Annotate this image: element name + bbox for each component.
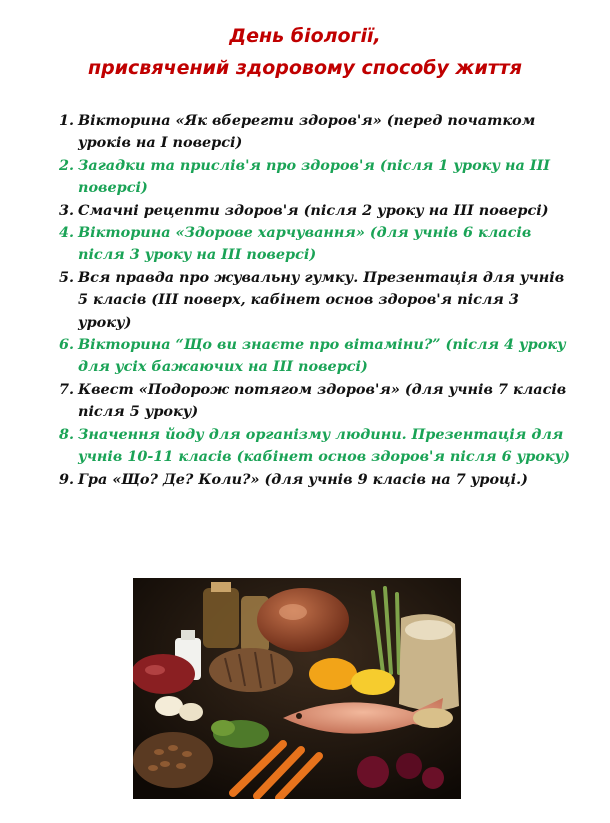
event-number: 7.: [58, 380, 74, 398]
page-title: [0, 20, 610, 84]
event-text: Значення йоду для організму людини. Презентація для учнів 10-11 класів (кабінет основ здоров'я після 6 уроку): [78, 425, 571, 466]
event-item-8: [52, 424, 572, 469]
event-number: 6.: [58, 336, 74, 354]
title-line-1: День біології,: [229, 25, 381, 47]
event-text: Вся правда про жувальну гумку. Презентація для учнів 5 класів (ІІІ поверх, кабінет основ здоров'я після 3 уроку): [78, 268, 565, 331]
event-text: Вікторина «Як вберегти здоров'я» (перед початком уроків на І поверсі): [78, 112, 536, 152]
event-text: Загадки та прислів'я про здоров'я (після 1 уроку на ІІІ поверсі): [78, 156, 551, 197]
event-number: 4.: [58, 224, 74, 242]
event-item-5: [52, 267, 572, 334]
event-text: Вікторина “Що ви знаєте про вітаміни?” (після 4 уроку для усіх бажаючих на ІІІ поверсі): [78, 336, 566, 376]
event-item-1: [52, 110, 572, 155]
events-list: [52, 110, 572, 491]
healthy-food-photo: [133, 578, 461, 799]
title-line-2: присвячений здоровому способу життя: [88, 57, 522, 79]
event-item-6: [52, 334, 572, 379]
event-item-3: [52, 200, 572, 222]
event-item-7: [52, 379, 572, 424]
event-text: Смачні рецепти здоров'я (після 2 уроку на ІІІ поверсі): [78, 201, 549, 219]
event-number: 9.: [58, 470, 74, 488]
event-item-9: [52, 469, 572, 491]
event-number: 3.: [58, 201, 74, 219]
event-item-4: [52, 222, 572, 267]
event-number: 8.: [58, 425, 74, 443]
event-number: 2.: [58, 156, 74, 174]
event-number: 5.: [58, 268, 74, 286]
event-item-2: [52, 155, 572, 200]
event-text: Гра «Що? Де? Коли?» (для учнів 9 класів на 7 уроці.): [78, 470, 528, 488]
food-illustration: [133, 578, 461, 799]
event-text: Вікторина «Здорове харчування» (для учнів 6 класів після 3 уроку на ІІІ поверсі): [78, 224, 532, 264]
event-text: Квест «Подорож потягом здоров'я» (для учнів 7 класів після 5 уроку): [78, 380, 567, 421]
event-number: 1.: [58, 112, 74, 129]
